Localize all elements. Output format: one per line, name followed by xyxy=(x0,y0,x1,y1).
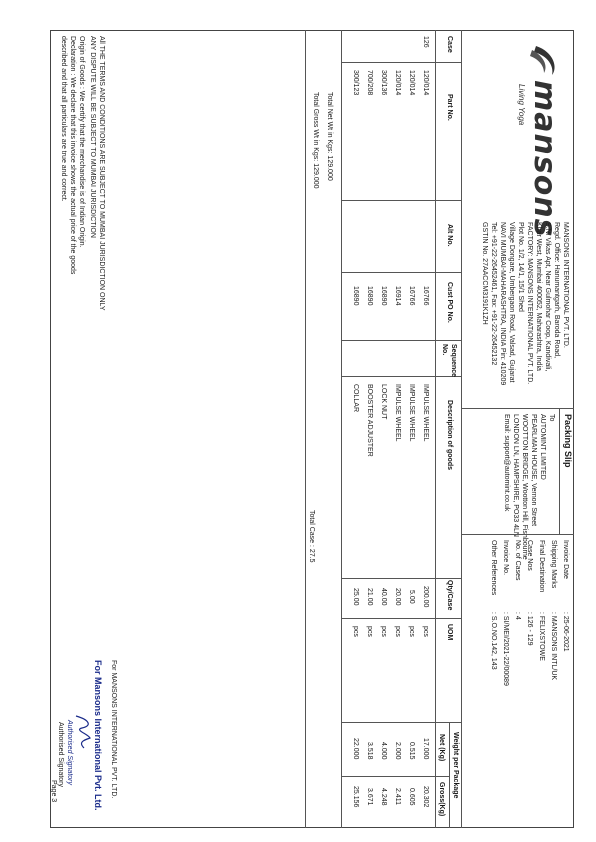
other-references-value: S.O.NO.142, 143 xyxy=(490,615,497,670)
cell-net: 4.000 xyxy=(380,742,387,760)
document-title: Packing Slip xyxy=(563,414,573,468)
logo-brand: mansons xyxy=(527,80,562,238)
meta-value: : 126 - 129 xyxy=(526,612,533,646)
header-sequence: Sequence No. xyxy=(441,344,457,378)
cell-po: 16890 xyxy=(380,286,387,306)
header-cust-po: Cust PO No. xyxy=(446,282,453,323)
cell-uom: pcs xyxy=(422,626,429,637)
cell-qty: 21.00 xyxy=(366,588,373,606)
signatory-for-line: For MANSONS INTERNATIONAL PVT. LTD. xyxy=(110,660,117,799)
meta-value: : FELIXSTOWE xyxy=(538,612,545,661)
cell-qty: 20.00 xyxy=(394,588,401,606)
footer-note: Origin of Goods : We certify that the merchandise is of Indian Origin. xyxy=(78,36,85,248)
cell-po: 16766 xyxy=(408,286,415,306)
table-bottom-rule xyxy=(341,30,342,828)
exporter-line: S.N. Vikas Apt, Near Gulmohar Coop, Kandivali, xyxy=(544,222,551,372)
shipping-marks-value: MANSONS INTL/UK xyxy=(550,615,557,681)
cell-uom: pcs xyxy=(380,626,387,637)
cell-qty: 5.00 xyxy=(408,590,415,604)
cell-qty: 25.00 xyxy=(352,588,359,606)
total-net-value: 129.000 xyxy=(326,155,333,181)
cell-po: 16766 xyxy=(422,286,429,306)
col-divider xyxy=(342,272,462,273)
cell-part-no: 700/208 xyxy=(366,70,373,96)
final-destination-value: FELIXSTOWE xyxy=(538,615,545,661)
cell-description: BOOSTER ADJUSTER xyxy=(366,384,373,457)
footer-note: ANY DISPUTE WILL BE SUBJECT TO MUMBAI JURISDICTION xyxy=(89,36,96,238)
printed-role: Authorised Signatory xyxy=(57,722,64,787)
footer-note: All THE TERMS AND CONDITIONS ARE SUBJECT TO MUMBAI JURISDICTION ONLY xyxy=(98,36,105,311)
cell-description: LOCK NUT xyxy=(380,384,387,420)
consignee-line: Email: support@automint.co.uk xyxy=(503,414,510,512)
cell-gross: 2.411 xyxy=(394,788,401,805)
table-header-rule xyxy=(435,30,436,828)
meta-label: Invoice Date xyxy=(562,540,569,579)
signature-icon xyxy=(72,712,94,752)
exporter-line: Village Dongare, Umbergaon Road, Valsad, Gujarat xyxy=(508,222,515,383)
total-gross-value: 129.000 xyxy=(312,163,319,189)
logo-tagline: Living Yoga xyxy=(517,84,526,126)
weight-subheader-rule xyxy=(449,722,450,828)
total-case-value: 27.5 xyxy=(308,548,315,563)
cell-gross: 20.302 xyxy=(422,786,429,808)
cell-gross: 3.671 xyxy=(366,788,373,806)
consignee-line: AUTOMINT LIMITED xyxy=(539,414,546,480)
no-of-cases-value: 4 xyxy=(514,615,521,620)
cell-gross: 0.605 xyxy=(408,788,415,806)
header-case: Case xyxy=(446,36,453,53)
meta-label: Case Nos xyxy=(526,540,533,571)
exporter-line: MANSONS INTERNATIONAL PVT. LTD. xyxy=(562,222,569,348)
exporter-line: FACTORY: MANSONS INTERNATIONAL PVT. LTD. xyxy=(526,222,533,385)
header-divider xyxy=(462,408,574,409)
total-net-label: Total Net Wt in Kgs: xyxy=(326,92,333,154)
total-case-label: Total Case : xyxy=(308,510,315,547)
col-divider xyxy=(342,376,462,377)
meta-value: : S.O.NO.142, 143 xyxy=(490,612,497,670)
header-uom: UOM xyxy=(446,624,453,641)
header-part-no: Part No. xyxy=(446,94,453,121)
cell-part-no: 120/014 xyxy=(394,70,401,96)
totals-rule xyxy=(305,30,306,828)
cell-net: 0.515 xyxy=(408,742,415,760)
meta-label: Final Destination xyxy=(538,540,545,593)
meta-label: Other References xyxy=(490,540,497,596)
consignee-line: PEARLMAN HOUSE, Vernon Street xyxy=(530,414,537,527)
cell-description: IMPULSE WHEEL xyxy=(422,384,429,442)
cell-part-no: 300/136 xyxy=(380,70,387,96)
cell-net: 17.000 xyxy=(422,738,429,760)
header-gross: Gross(Kg) xyxy=(438,782,445,817)
footer-note: Declaration : We declare that this invoice shows the actual price of the goods xyxy=(69,36,76,275)
logo-swirl-icon xyxy=(526,42,562,78)
cell-part-no: 120/014 xyxy=(408,70,415,96)
cell-net: 22.000 xyxy=(352,738,359,760)
cell-net: 3.518 xyxy=(366,742,373,760)
total-gross-row xyxy=(311,92,320,189)
col-divider xyxy=(342,340,462,341)
cell-description: IMPULSE WHEEL xyxy=(408,384,415,442)
cell-uom: pcs xyxy=(366,626,373,637)
meta-value: : 25-06-2021 xyxy=(562,612,569,652)
cell-po: 16890 xyxy=(352,286,359,306)
cell-gross: 25.156 xyxy=(352,786,359,808)
cell-net: 2.000 xyxy=(394,742,401,760)
exporter-line: Tel: +91-22-26452461, Fax: +91-22-26452132 xyxy=(490,222,497,366)
col-divider xyxy=(342,722,462,723)
title-underline xyxy=(559,408,560,534)
header-alt-no: Alt No. xyxy=(446,224,453,247)
table-top-rule xyxy=(461,30,462,828)
exporter-line: GSTIN No. 27AACCM3191K1ZH xyxy=(481,222,488,325)
col-divider xyxy=(342,200,462,201)
cell-uom: pcs xyxy=(352,626,359,637)
meta-label: No. of Cases xyxy=(514,540,521,581)
exporter-line: NAVI MUMBAI-MAHARASHTRA, INDIA Pin: 410209 xyxy=(499,222,506,386)
col-divider xyxy=(342,62,462,63)
cell-uom: pcs xyxy=(394,626,401,637)
col-divider xyxy=(342,776,450,777)
invoice-date-value: 25-06-2021 xyxy=(562,615,569,652)
meta-label: Shipping Marks xyxy=(550,540,557,589)
exporter-line: Regd. Office: Hanumantgarh, Baroda Road, xyxy=(553,222,560,359)
company-logo xyxy=(510,42,566,238)
consignee-line: LONDON LN, HAMPSHIRE, PO33 4LN xyxy=(512,414,519,537)
page-number: Page 3 xyxy=(50,780,57,803)
meta-value: : 4 xyxy=(514,612,521,620)
cell-qty: 200.00 xyxy=(422,586,429,608)
meta-divider xyxy=(462,534,574,535)
company-stamp: For Mansons International Pvt. Ltd. xyxy=(93,660,103,811)
cell-description: IMPULSE WHEEL xyxy=(394,384,401,442)
consignee-line: WOOTTON BRIDGE, Wootton Hill, Fishbourne xyxy=(521,414,528,560)
exporter-line: Khar West, Mumbai 400052, Maharashtra, India xyxy=(535,222,542,371)
cell-part-no: 300/123 xyxy=(352,70,359,96)
cell-part-no: 120/014 xyxy=(422,70,429,96)
consignee-to-label: To xyxy=(548,414,555,422)
case-nos-value: 126 - 129 xyxy=(526,615,533,646)
header-qty: Qty/Case xyxy=(446,580,453,611)
col-divider xyxy=(342,618,462,619)
header-weight-group: Weight per Package xyxy=(452,732,459,799)
meta-value: : MANSONS INTL/UK xyxy=(550,612,557,681)
header-net: Net (Kg) xyxy=(438,734,445,762)
total-case-row xyxy=(307,510,316,563)
cell-description: COLLAR xyxy=(352,384,359,413)
col-divider xyxy=(342,578,462,579)
meta-label: Invoice No. xyxy=(502,540,509,576)
total-net-row xyxy=(325,92,334,181)
invoice-no-value: SI/MEI/2021-22/00089 xyxy=(502,615,509,686)
footer-note: described and that all particulars are true and correct. xyxy=(60,36,67,202)
cell-gross: 4.248 xyxy=(380,788,387,806)
cell-uom: pcs xyxy=(408,626,415,637)
cell-po: 16890 xyxy=(366,286,373,306)
stamp-role: Authorised Signatory xyxy=(66,720,73,785)
exporter-line: Plot No. 1/2, 14/1, 15/1 Shed xyxy=(517,222,524,312)
cell-qty: 40.00 xyxy=(380,588,387,606)
total-gross-label: Total Gross Wt in Kgs: xyxy=(312,92,319,162)
cell-po: 16914 xyxy=(394,286,401,306)
header-description: Description of goods xyxy=(446,400,453,470)
meta-value: : SI/MEI/2021-22/00089 xyxy=(502,612,509,686)
case-number: 126 xyxy=(422,36,429,48)
